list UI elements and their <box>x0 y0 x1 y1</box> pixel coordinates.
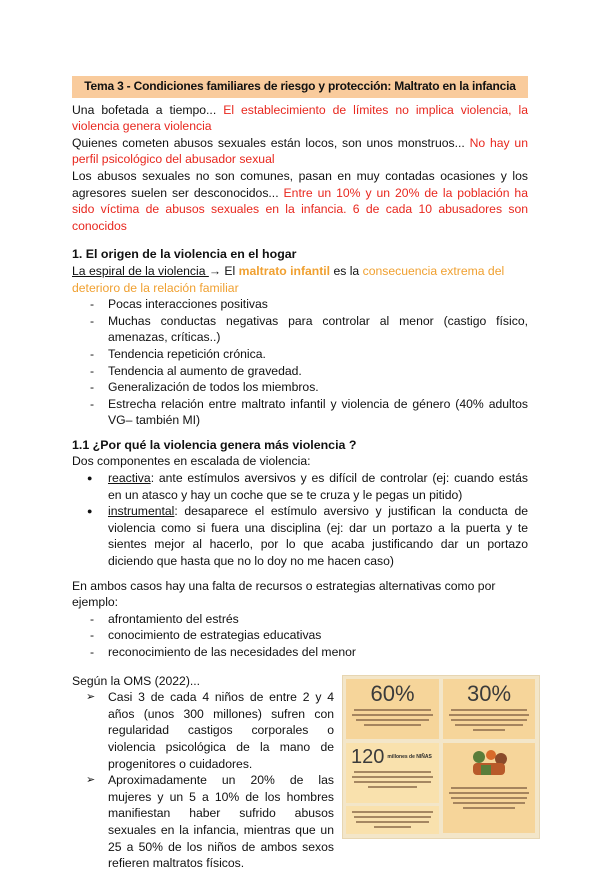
oms-section <box>72 673 528 872</box>
list-item: - conocimiento de estrategias educativas <box>72 627 528 644</box>
component-reactive <box>72 470 528 503</box>
section-1-1-heading: 1.1 ¿Por qué la violencia genera más violencia ? <box>72 437 357 452</box>
list-item: - Estrecha relación entre maltrato infantil y violencia de género (40% adultos VG– también MI) <box>72 396 528 429</box>
stat-label: millones de NIÑAS <box>387 753 432 760</box>
myth-3 <box>72 168 528 234</box>
stat-card-30 <box>443 679 535 739</box>
component-text: : desaparece el estímulo aversivo y justifican la conducta de violencia como si fuera una disciplina (ej: dar un portazo a la puerta y te sientes mejor al hacerlo, por lo que acaba justificando dar un portazo diciendo que hasta que no lo doy no me hacen caso) <box>108 504 528 569</box>
section-1-intro <box>72 263 528 296</box>
arrow-text: → El <box>208 263 239 278</box>
myth-claim: Los abusos sexuales no son comunes, pasan en muy contadas ocasiones y los agresores suelen ser desconocidos... <box>72 168 528 200</box>
stat-text-image <box>346 806 439 834</box>
oms-list <box>72 689 334 872</box>
component-instrumental <box>72 503 528 569</box>
list-item: - Tendencia al aumento de gravedad. <box>72 363 528 380</box>
myth-claim: Quienes cometen abusos sexuales están locos, son unos monstruos... <box>72 135 470 150</box>
myth-claim: Una bofetada a tiempo... <box>72 102 224 117</box>
maltrato-highlight: maltrato infantil <box>238 263 331 278</box>
stat-card-60 <box>346 679 439 739</box>
stat-text-image <box>443 781 535 831</box>
illustration-card <box>443 743 535 833</box>
section-1-1-intro: Dos componentes en escalada de violencia: <box>72 454 311 469</box>
section-1-list <box>72 296 528 429</box>
list-item: - afrontamiento del estrés <box>72 611 528 628</box>
connector-text: es la <box>330 263 363 278</box>
stat-text-image <box>346 767 439 793</box>
examples-list <box>72 611 528 661</box>
myth-reply: El establecimiento de límites no implica violencia, la violencia genera violencia <box>72 102 528 134</box>
myth-2 <box>72 135 528 168</box>
component-term: instrumental <box>108 504 175 519</box>
list-item: - Muchas conductas negativas para controlar al menor (castigo físico, amenazas, críticas..) <box>72 313 528 346</box>
list-item: - Tendencia repetición crónica. <box>72 346 528 363</box>
stat-text-image <box>443 705 535 735</box>
both-cases-text: En ambos casos hay una falta de recursos o estrategias alternativas como por ejemplo: <box>72 578 496 610</box>
stat-card-ninos <box>346 806 439 834</box>
components-list <box>72 470 528 570</box>
oms-item: ➢ Aproximadamente un 20% de las mujeres y un 5 a 10% de los hombres manifiestan haber sufrido abusos sexuales en la infancia, mientras que un 25 a 50% de los niños de ambos sexos refieren maltratos físicos. <box>72 772 334 872</box>
section-1-heading: 1. El origen de la violencia en el hogar <box>72 247 297 262</box>
list-item: - Generalización de todos los miembros. <box>72 379 528 396</box>
stat-value: 120 <box>351 745 385 768</box>
myth-1 <box>72 102 528 135</box>
page-title: Tema 3 - Condiciones familiares de riesgo y protección: Maltrato en la infancia <box>72 76 528 98</box>
document-page <box>72 76 528 872</box>
component-text: : ante estímulos aversivos y es difícil de controlar (ej: cuando estás en un atasco y hay un coche que se te cruza y le pegas un pitido) <box>108 471 528 502</box>
stat-text-image <box>346 705 439 729</box>
children-illustration-icon <box>467 749 511 777</box>
consequence-highlight: consecuencia extrema del deterioro de la relación familiar <box>72 263 505 295</box>
oms-item: ➢ Casi 3 de cada 4 niños de entre 2 y 4 años (unos 300 millones) sufren con regularidad castigos corporales o violencia psicológica de la mano de progenitores o cuidadores. <box>72 689 334 772</box>
component-term: reactiva <box>108 471 151 486</box>
oms-intro: Según la OMS (2022)... <box>72 673 201 688</box>
myth-reply: No hay un perfil psicológico del abusador sexual <box>72 135 528 167</box>
stat-value: 60% <box>370 680 415 706</box>
myth-reply: Entre un 10% y un 20% de la población ha sido víctima de abusos sexuales en la infancia. 6 de cada 10 abusadores son conocidos <box>72 185 528 233</box>
oms-infographic <box>342 675 540 839</box>
stat-value: 30% <box>466 680 512 706</box>
list-item: - reconocimiento de las necesidades del menor <box>72 644 528 661</box>
list-item: - Pocas interacciones positivas <box>72 296 528 313</box>
stat-card-120 <box>346 743 439 803</box>
spiral-term: La espiral de la violencia <box>72 263 209 278</box>
